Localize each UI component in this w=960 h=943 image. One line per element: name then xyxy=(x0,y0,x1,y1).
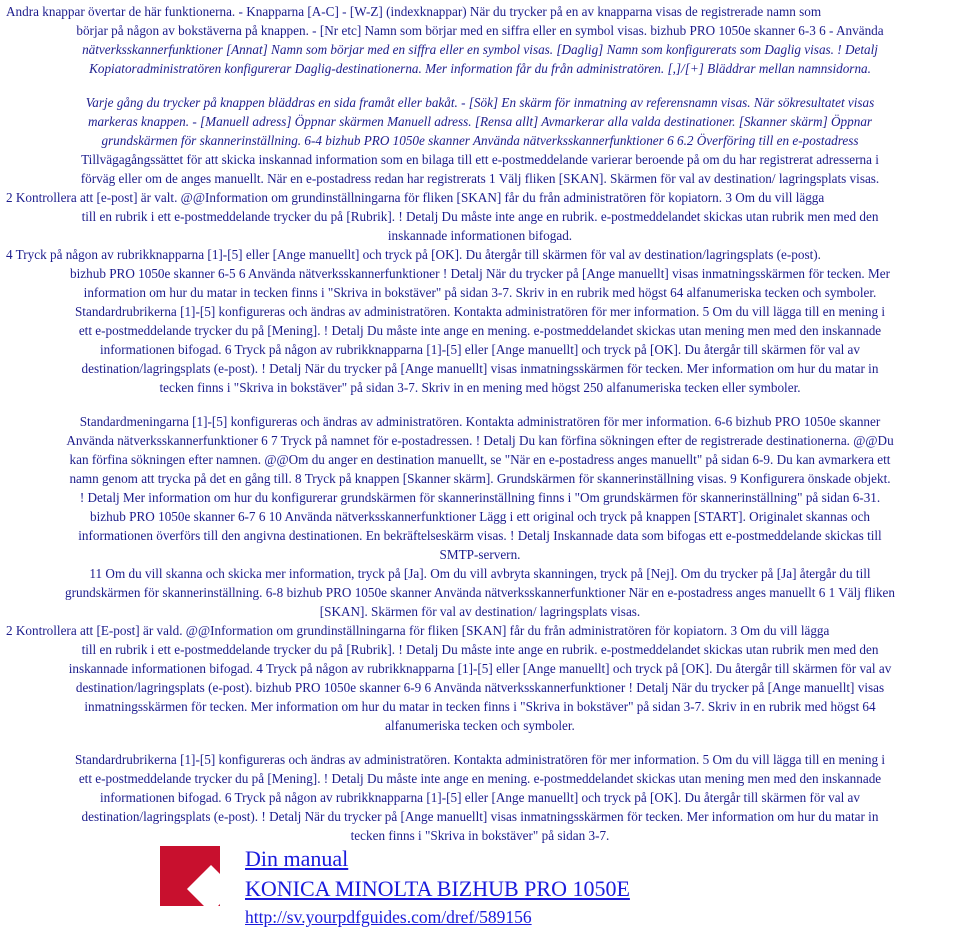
text-line: informationen bifogad. 6 Tryck på någon av rubrikknapparna [1]-[5] eller [Ange manuellt] och tryck på [OK]. Du återgår till skärmen för val av xyxy=(100,342,860,357)
text-line: 2 Kontrollera att [E-post] är vald. @@Information om grundinställningarna för fliken [SKAN] får du från administratören för kopiatorn. 3 Om du vill lägga xyxy=(6,623,830,638)
text-line: nätverksskannerfunktioner [Annat] Namn som börjar med en siffra eller en symbol visas. [Daglig] Namn som konfigurerats som Daglig visas. ! Detalj xyxy=(82,42,878,57)
product-link[interactable]: KONICA MINOLTA BIZHUB PRO 1050E xyxy=(245,876,630,901)
text-line: 11 Om du vill skanna och skicka mer information, tryck på [Ja]. Om du vill avbryta skanningen, tryck på [Nej]. Om du trycker på [Ja] återgår du till xyxy=(89,566,871,581)
text-section xyxy=(6,412,954,735)
text-line: Tillvägagångssättet för att skicka inskannad information som en bilaga till ett e-postmeddelande varierar beroende på om du har registrerat adresserna i xyxy=(81,152,879,167)
text-line: förväg eller om de anges manuellt. När en e-postadress redan har registrerats 1 Välj fliken [SKAN]. Skärmen för val av destination/ lagringsplats visas. xyxy=(80,171,880,186)
text-line: alfanumeriska tecken och symboler. xyxy=(385,718,575,733)
text-section xyxy=(6,40,954,78)
text-line: börjar på någon av bokstäverna på knappen. - [Nr etc] Namn som börjar med en siffra eller en symbol visas. bizhub PRO 1050e skanner 6-3 6 - Använda xyxy=(76,23,884,38)
text-line: tecken finns i "Skriva in bokstäver" på sidan 3-7. xyxy=(350,828,610,843)
text-line: inskannade informationen bifogad. 4 Tryck på någon av rubrikknapparna [1]-[5] eller [Ange manuellt] och tryck på [OK]. Du återgår till skärmen för val av xyxy=(68,661,892,676)
text-line: Standardmeningarna [1]-[5] konfigureras och ändras av administratören. Kontakta administratören för mer information. 6-6 bizhub PRO 1050e skanner xyxy=(79,414,881,429)
text-line: [SKAN]. Skärmen för val av destination/ lagringsplats visas. xyxy=(319,604,641,619)
text-line: Kopiatoradministratören konfigurerar Daglig-destinationerna. Mer information får du från administratören. [,]/[+] Bläddrar mellan namnsidorna. xyxy=(89,61,871,76)
text-line: namn genom att trycka på det en gång till. 8 Tryck på knappen [Skanner skärm]. Grundskärmen för skannerinställning visas. 9 Konfigurera önskade objekt. xyxy=(69,471,891,486)
yourpdfguides-logo-icon xyxy=(160,846,228,914)
text-line: Standardrubrikerna [1]-[5] konfigureras och ändras av administratören. Kontakta administratören för mer information. 5 Om du vill lägga till en mening i xyxy=(74,752,886,767)
text-line: destination/lagringsplats (e-post). ! Detalj När du trycker på [Ange manuellt] visas inmatningsskärmen för tecken. Mer information om hur du matar in xyxy=(81,809,879,824)
text-line: Standardrubrikerna [1]-[5] konfigureras och ändras av administratören. Kontakta administratören för mer information. 5 Om du vill lägga till en mening i xyxy=(74,304,886,319)
text-line: informationen bifogad. 6 Tryck på någon av rubrikknapparna [1]-[5] eller [Ange manuellt] och tryck på [OK]. Du återgår till skärmen för val av xyxy=(100,790,860,805)
text-line: SMTP-servern. xyxy=(439,547,521,562)
footer xyxy=(160,842,950,938)
text-line: destination/lagringsplats (e-post). bizhub PRO 1050e skanner 6-9 6 Använda nätverksskannerfunktioner ! Detalj När du trycker på [Ange manuellt] visas xyxy=(75,680,885,695)
text-line: bizhub PRO 1050e skanner 6-5 6 Använda nätverksskannerfunktioner ! Detalj När du trycker på [Ange manuellt] visas inmatningsskärmen för tecken. Mer xyxy=(70,266,890,281)
text-line: till en rubrik i ett e-postmeddelande trycker du på [Rubrik]. ! Detalj Du måste inte ange en rubrik. e-postmeddelandet skickas utan rubrik men med den xyxy=(81,642,879,657)
text-section xyxy=(6,2,954,40)
paragraph-gap xyxy=(6,735,954,750)
text-section xyxy=(6,93,954,150)
text-line: inskannade informationen bifogad. xyxy=(387,228,573,243)
text-line: inmatningsskärmen för tecken. Mer information om hur du matar in tecken finns i "Skriva in bokstäver" på sidan 3-7. Skriv in en rubrik med högst 64 xyxy=(84,699,876,714)
text-line: grundskärmen för skannerinställning. 6-8 bizhub PRO 1050e skanner Använda nätverksskannerfunktioner När en e-postadress anges manuellt 6 1 Välj fliken xyxy=(65,585,895,600)
text-line: ett e-postmeddelande trycker du på [Mening]. ! Detalj Du måste inte ange en mening. e-postmeddelandet skickas utan mening men med den inskannade xyxy=(78,323,882,338)
text-line: kan förfina sökningen efter namnen. @@Om du anger en destination manuellt, se "När en e-postadress anges manuellt" på sidan 6-9. Du kan avmarkera ett xyxy=(69,452,891,467)
manual-link[interactable]: Din manual xyxy=(245,846,349,871)
text-line: tecken finns i "Skriva in bokstäver" på sidan 3-7. Skriv in en mening med högst 250 alfanumeriska tecken eller symboler. xyxy=(159,380,801,395)
text-line: Varje gång du trycker på knappen bläddras en sida framåt eller bakåt. - [Sök] En skärm för inmatning av referensnamn visas. När sökresultatet visas xyxy=(85,95,875,110)
text-line: 2 Kontrollera att [e-post] är valt. @@Information om grundinställningarna för fliken [SKAN] får du från administratören för kopiatorn. 3 Om du vill lägga xyxy=(6,190,825,205)
text-line: markeras knappen. - [Manuell adress] Öppnar skärmen Manuell adress. [Rensa allt] Avmarkerar alla valda destinationer. [Skanner skärm] Öppnar xyxy=(87,114,873,129)
text-section xyxy=(6,150,954,397)
text-section xyxy=(6,750,954,845)
paragraph-gap xyxy=(6,397,954,412)
text-line: destination/lagringsplats (e-post). ! Detalj När du trycker på [Ange manuellt] visas inmatningsskärmen för tecken. Mer information om hur du matar in xyxy=(81,361,879,376)
text-line: till en rubrik i ett e-postmeddelande trycker du på [Rubrik]. ! Detalj Du måste inte ange en rubrik. e-postmeddelandet skickas utan rubrik men med den xyxy=(81,209,879,224)
text-line: 4 Tryck på någon av rubrikknapparna [1]-[5] eller [Ange manuellt] och tryck på [OK]. Du återgår till skärmen för val av destination/lagringsplats (e-post). xyxy=(6,247,821,262)
text-line: information om hur du matar in tecken finns i "Skriva in bokstäver" på sidan 3-7. Skriv in en rubrik med högst 64 alfanumeriska tecken och symboler. xyxy=(83,285,877,300)
document-body xyxy=(6,2,954,845)
text-line: Använda nätverksskannerfunktioner 6 7 Tryck på namnet för e-postadressen. ! Detalj Du kan förfina sökningen efter de registrerade destinationerna. @@Du xyxy=(66,433,894,448)
text-line: bizhub PRO 1050e skanner 6-7 6 10 Använda nätverksskannerfunktioner Lägg i ett original och tryck på knappen [START]. Originalet skannas och xyxy=(89,509,871,524)
text-line: grundskärmen för skannerinställning. 6-4 bizhub PRO 1050e skanner Använda nätverksskannerfunktioner 6 6.2 Överföring till en e-postadress xyxy=(101,133,859,148)
text-line: informationen överförs till den angivna destinationen. En bekräftelseskärm visas. ! Detalj Inskannade data som bifogas ett e-postmeddelande skickas till xyxy=(78,528,882,543)
text-line: Andra knappar övertar de här funktionerna. - Knapparna [A-C] - [W-Z] (indexknappar) När du trycker på en av knapparna visas de registrerade namn som xyxy=(6,4,822,19)
text-line: ett e-postmeddelande trycker du på [Mening]. ! Detalj Du måste inte ange en mening. e-postmeddelandet skickas utan mening men med den inskannade xyxy=(78,771,882,786)
text-line: ! Detalj Mer information om hur du konfigurerar grundskärmen för skannerinställning finns i "Om grundskärmen för skannerinställning" på sidan 6-31. xyxy=(79,490,881,505)
url-link[interactable]: http://sv.yourpdfguides.com/dref/589156 xyxy=(245,907,532,927)
footer-links xyxy=(245,844,630,930)
paragraph-gap xyxy=(6,78,954,93)
